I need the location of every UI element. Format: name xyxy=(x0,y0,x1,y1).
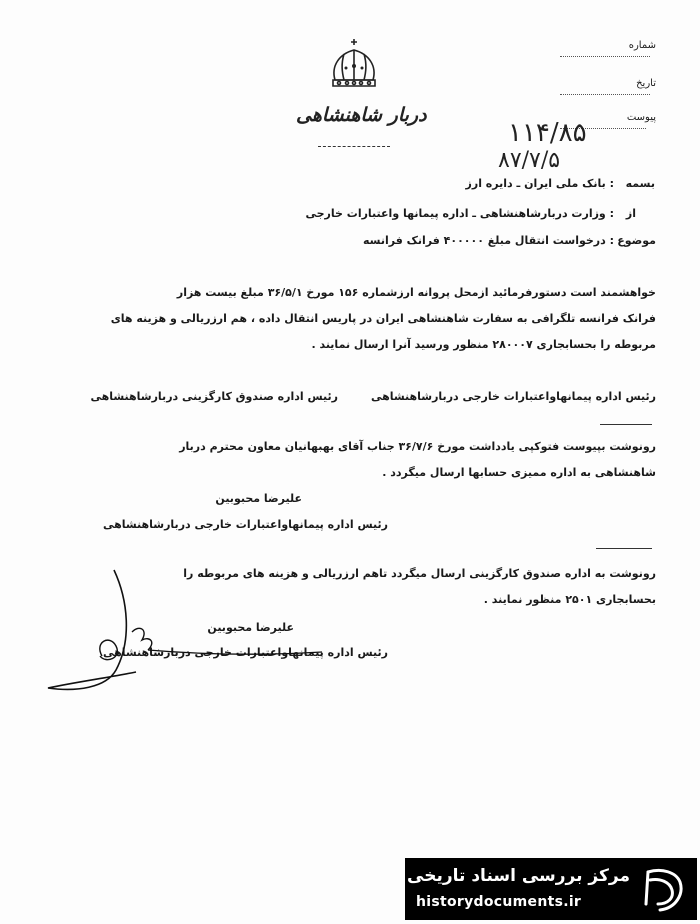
from-value: : وزارت دربارشاهنشاهی ـ اداره پیمانها واعتبارات خارجی xyxy=(305,207,614,220)
separator-2 xyxy=(596,548,652,549)
attachment-label: پیوست xyxy=(626,112,656,123)
crown-emblem-icon xyxy=(325,36,383,94)
signer2-name: علیرضا محبوبین xyxy=(207,621,294,634)
date-line xyxy=(560,94,650,95)
date-label: تاریخ xyxy=(636,78,656,89)
subject-label: موضوع xyxy=(617,234,656,247)
body-line-2: فرانک فرانسه تلگرافی به سفارت شاهنشاهی ایران در پاریس انتقال داده ، هم ارزریالی و هزینه های xyxy=(110,312,656,325)
number-line xyxy=(560,56,650,57)
handwritten-number-1: ۱۱۴/۸۵ xyxy=(508,118,587,148)
letterhead-org-name: دربار شاهنشاهی xyxy=(296,104,427,126)
transcript2-line-2: بحسابجاری ۲۵۰۱ منظور نمایند . xyxy=(483,593,656,606)
scroll-logo-icon xyxy=(640,864,688,914)
letterhead-underline xyxy=(318,146,390,147)
transcript2-line-1: رونوشت به اداره صندوق کارگزینی ارسال میگردد تاهم ارزریالی و هزینه های مربوطه را xyxy=(183,567,656,580)
transcript1-line-2: شاهنشاهی به اداره ممیزی حسابها ارسال میگردد . xyxy=(382,466,656,479)
transcript1-line-1: رونوشت بپیوست فتوکپی یادداشت مورخ ۳۶/۷/۶ جناب آقای بهبهانیان معاون محترم دربار xyxy=(179,440,656,453)
signature-left-title: رئیس اداره صندوق کارگزینی دربارشاهنشاهی xyxy=(90,390,338,403)
to-label: بسمه xyxy=(625,177,655,190)
watermark-url: historydocuments.ir xyxy=(416,894,582,910)
signature-right-title: رئیس اداره پیمانهاواعتبارات خارجی دربارشاهنشاهی xyxy=(370,390,656,403)
handwritten-number-2: ۸۷/۷/۵ xyxy=(498,148,561,173)
from-label: از xyxy=(625,207,636,220)
handwritten-signature xyxy=(36,560,336,700)
number-label: شماره xyxy=(628,40,656,51)
separator-1 xyxy=(600,424,652,425)
to-value: : بانک ملی ایران ـ دایره ارز xyxy=(465,177,614,190)
signer2-title: رئیس اداره پیمانهاواعتبارات خارجی دربارشاهنشاهی xyxy=(102,646,388,659)
subject-value: : درخواست انتقال مبلغ ۴۰۰۰۰۰ فرانک فرانسه xyxy=(362,234,614,247)
signer1-name: علیرضا محبوبین xyxy=(215,492,302,505)
body-line-1: خواهشمند است دستورفرمائید ازمحل پروانه ارزشماره ۱۵۶ مورخ ۳۶/۵/۱ مبلغ بیست هزار xyxy=(176,286,656,299)
signer1-title: رئیس اداره پیمانهاواعتبارات خارجی دربارشاهنشاهی xyxy=(102,518,388,531)
watermark-title: مرکز بررسی اسناد تاریخی xyxy=(407,866,630,886)
body-line-3: مربوطه را بحسابجاری ۲۸۰۰۰۷ منظور ورسید آنرا ارسال نمایند . xyxy=(311,338,656,351)
